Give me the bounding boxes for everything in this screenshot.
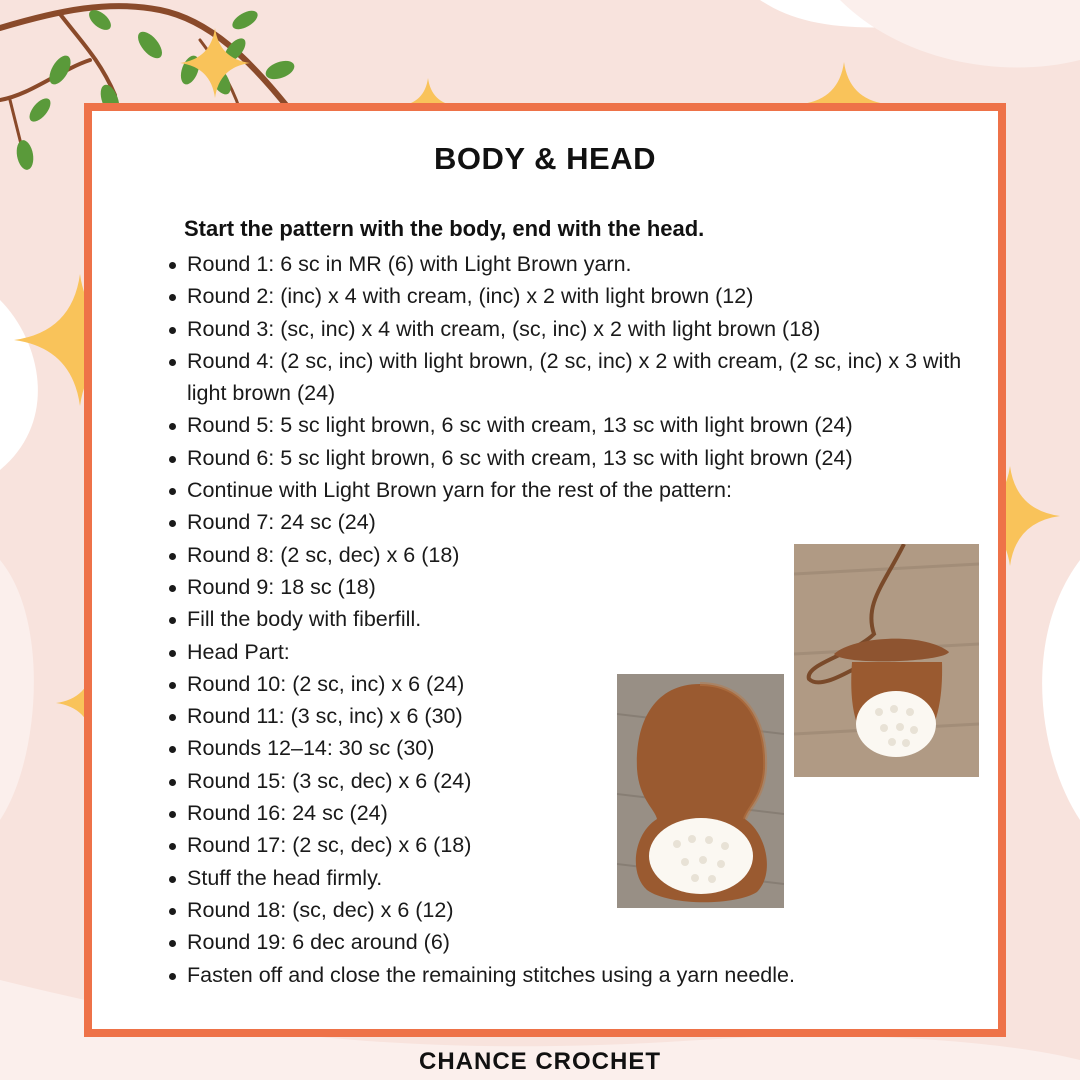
step-item: Round 11: (3 sc, inc) x 6 (30)	[187, 700, 997, 732]
step-item: Round 10: (2 sc, inc) x 6 (24)	[187, 668, 997, 700]
crochet-body-photo	[617, 674, 784, 908]
step-item: Continue with Light Brown yarn for the rest of the pattern:	[187, 474, 997, 506]
step-item: Round 15: (3 sc, dec) x 6 (24)	[187, 765, 997, 797]
crochet-head-photo	[794, 544, 979, 777]
step-item: Round 19: 6 dec around (6)	[187, 926, 997, 958]
step-item: Round 9: 18 sc (18)	[187, 571, 997, 603]
step-item: Round 4: (2 sc, inc) with light brown, (2 sc, inc) x 2 with cream, (2 sc, inc) x 3 with light brown (24)	[187, 345, 997, 410]
page-title: BODY & HEAD	[434, 141, 656, 176]
step-item: Round 2: (inc) x 4 with cream, (inc) x 2 with light brown (12)	[187, 280, 997, 312]
step-item: Fill the body with fiberfill.	[187, 603, 997, 635]
step-item: Stuff the head firmly.	[187, 862, 997, 894]
step-item: Round 6: 5 sc light brown, 6 sc with cream, 13 sc with light brown (24)	[187, 442, 997, 474]
step-item: Round 18: (sc, dec) x 6 (12)	[187, 894, 997, 926]
step-item: Round 7: 24 sc (24)	[187, 506, 997, 538]
intro-text: Start the pattern with the body, end with the head.	[184, 216, 705, 241]
step-item: Round 17: (2 sc, dec) x 6 (18)	[187, 829, 997, 861]
sparkle-icon	[180, 28, 250, 98]
step-item: Round 3: (sc, inc) x 4 with cream, (sc, inc) x 2 with light brown (18)	[187, 313, 997, 345]
step-item: Round 1: 6 sc in MR (6) with Light Brown yarn.	[187, 248, 997, 280]
step-item: Rounds 12–14: 30 sc (30)	[187, 732, 997, 764]
step-item: Head Part:	[187, 636, 997, 668]
step-item: Round 8: (2 sc, dec) x 6 (18)	[187, 539, 997, 571]
brand-footer: CHANCE CROCHET	[419, 1048, 661, 1075]
step-item: Round 16: 24 sc (24)	[187, 797, 997, 829]
step-item: Round 5: 5 sc light brown, 6 sc with cream, 13 sc with light brown (24)	[187, 409, 997, 441]
step-item: Fasten off and close the remaining stitches using a yarn needle.	[187, 959, 997, 991]
